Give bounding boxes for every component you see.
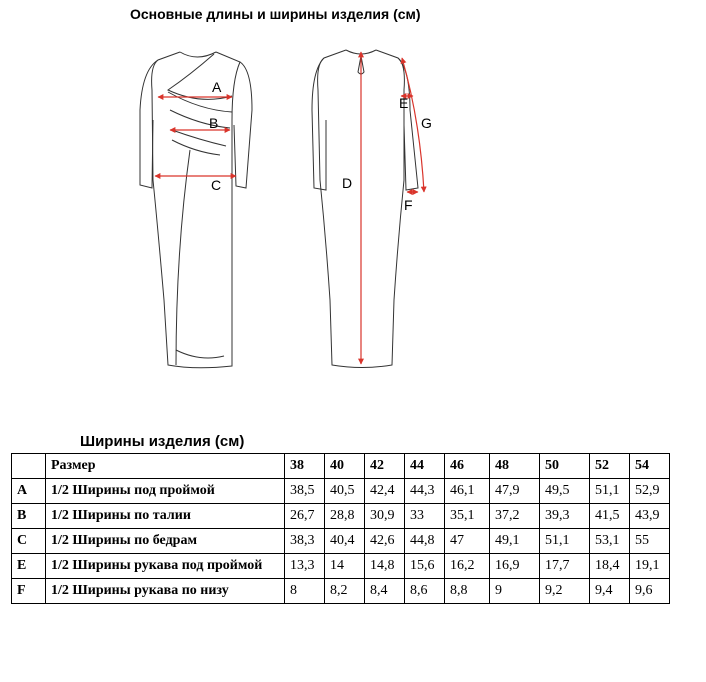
table-row [12, 554, 670, 579]
table-cell: 26,7 [285, 504, 325, 529]
size-col: 52 [590, 454, 630, 479]
row-name: 1/2 Ширины рукава под проймой [46, 554, 285, 579]
row-name: 1/2 Ширины рукава по низу [46, 579, 285, 604]
row-code: B [12, 504, 46, 529]
table-cell: 9,6 [630, 579, 670, 604]
table-cell: 44,3 [405, 479, 445, 504]
table-cell: 9,2 [540, 579, 590, 604]
table-cell: 46,1 [445, 479, 490, 504]
table-cell: 16,2 [445, 554, 490, 579]
table-cell: 8,2 [325, 579, 365, 604]
table-cell: 19,1 [630, 554, 670, 579]
row-code: C [12, 529, 46, 554]
table-cell: 49,1 [490, 529, 540, 554]
row-code: E [12, 554, 46, 579]
size-col: 40 [325, 454, 365, 479]
table-cell: 39,3 [540, 504, 590, 529]
row-name: 1/2 Ширины по талии [46, 504, 285, 529]
table-cell: 30,9 [365, 504, 405, 529]
marker-f: F [404, 197, 413, 213]
table-cell: 55 [630, 529, 670, 554]
table-cell: 8,8 [445, 579, 490, 604]
table-cell: 40,5 [325, 479, 365, 504]
table-cell: 8,6 [405, 579, 445, 604]
row-name: 1/2 Ширины по бедрам [46, 529, 285, 554]
table-row [12, 504, 670, 529]
marker-b: B [209, 115, 219, 131]
row-code: F [12, 579, 46, 604]
row-name: 1/2 Ширины под проймой [46, 479, 285, 504]
table-cell: 15,6 [405, 554, 445, 579]
table-cell: 8 [285, 579, 325, 604]
table-row [12, 479, 670, 504]
table-cell: 38,3 [285, 529, 325, 554]
marker-g: G [421, 115, 432, 131]
table-cell: 33 [405, 504, 445, 529]
table-cell: 35,1 [445, 504, 490, 529]
table-cell: 43,9 [630, 504, 670, 529]
size-col: 44 [405, 454, 445, 479]
table-cell: 38,5 [285, 479, 325, 504]
table-cell: 17,7 [540, 554, 590, 579]
marker-a: A [212, 79, 222, 95]
table-cell: 8,4 [365, 579, 405, 604]
table-cell: 51,1 [540, 529, 590, 554]
table-cell: 47 [445, 529, 490, 554]
marker-d: D [342, 175, 353, 191]
lengths-widths-title: Основные длины и ширины изделия (см) [130, 6, 421, 22]
size-col: 48 [490, 454, 540, 479]
table-cell: 9 [490, 579, 540, 604]
row-code: A [12, 479, 46, 504]
table-cell: 51,1 [590, 479, 630, 504]
marker-e: E [399, 95, 409, 111]
table-cell: 49,5 [540, 479, 590, 504]
widths-title: Ширины изделия (см) [80, 433, 245, 450]
table-header-row [12, 454, 670, 479]
front-view-drawing [140, 52, 252, 368]
table-row [12, 579, 670, 604]
table-cell: 42,4 [365, 479, 405, 504]
size-col: 46 [445, 454, 490, 479]
table-cell: 52,9 [630, 479, 670, 504]
table-cell: 18,4 [590, 554, 630, 579]
table-row [12, 529, 670, 554]
table-cell: 14 [325, 554, 365, 579]
table-cell: 53,1 [590, 529, 630, 554]
table-cell: 16,9 [490, 554, 540, 579]
size-table [11, 453, 670, 604]
table-cell: 40,4 [325, 529, 365, 554]
table-cell: 9,4 [590, 579, 630, 604]
table-corner-cell [12, 454, 46, 479]
table-cell: 41,5 [590, 504, 630, 529]
table-cell: 13,3 [285, 554, 325, 579]
table-cell: 44,8 [405, 529, 445, 554]
marker-c: C [211, 177, 222, 193]
table-cell: 42,6 [365, 529, 405, 554]
table-cell: 14,8 [365, 554, 405, 579]
size-col: 38 [285, 454, 325, 479]
table-cell: 37,2 [490, 504, 540, 529]
table-cell: 47,9 [490, 479, 540, 504]
size-col: 50 [540, 454, 590, 479]
size-col: 42 [365, 454, 405, 479]
size-col: 54 [630, 454, 670, 479]
size-header-label: Размер [46, 454, 285, 479]
table-cell: 28,8 [325, 504, 365, 529]
